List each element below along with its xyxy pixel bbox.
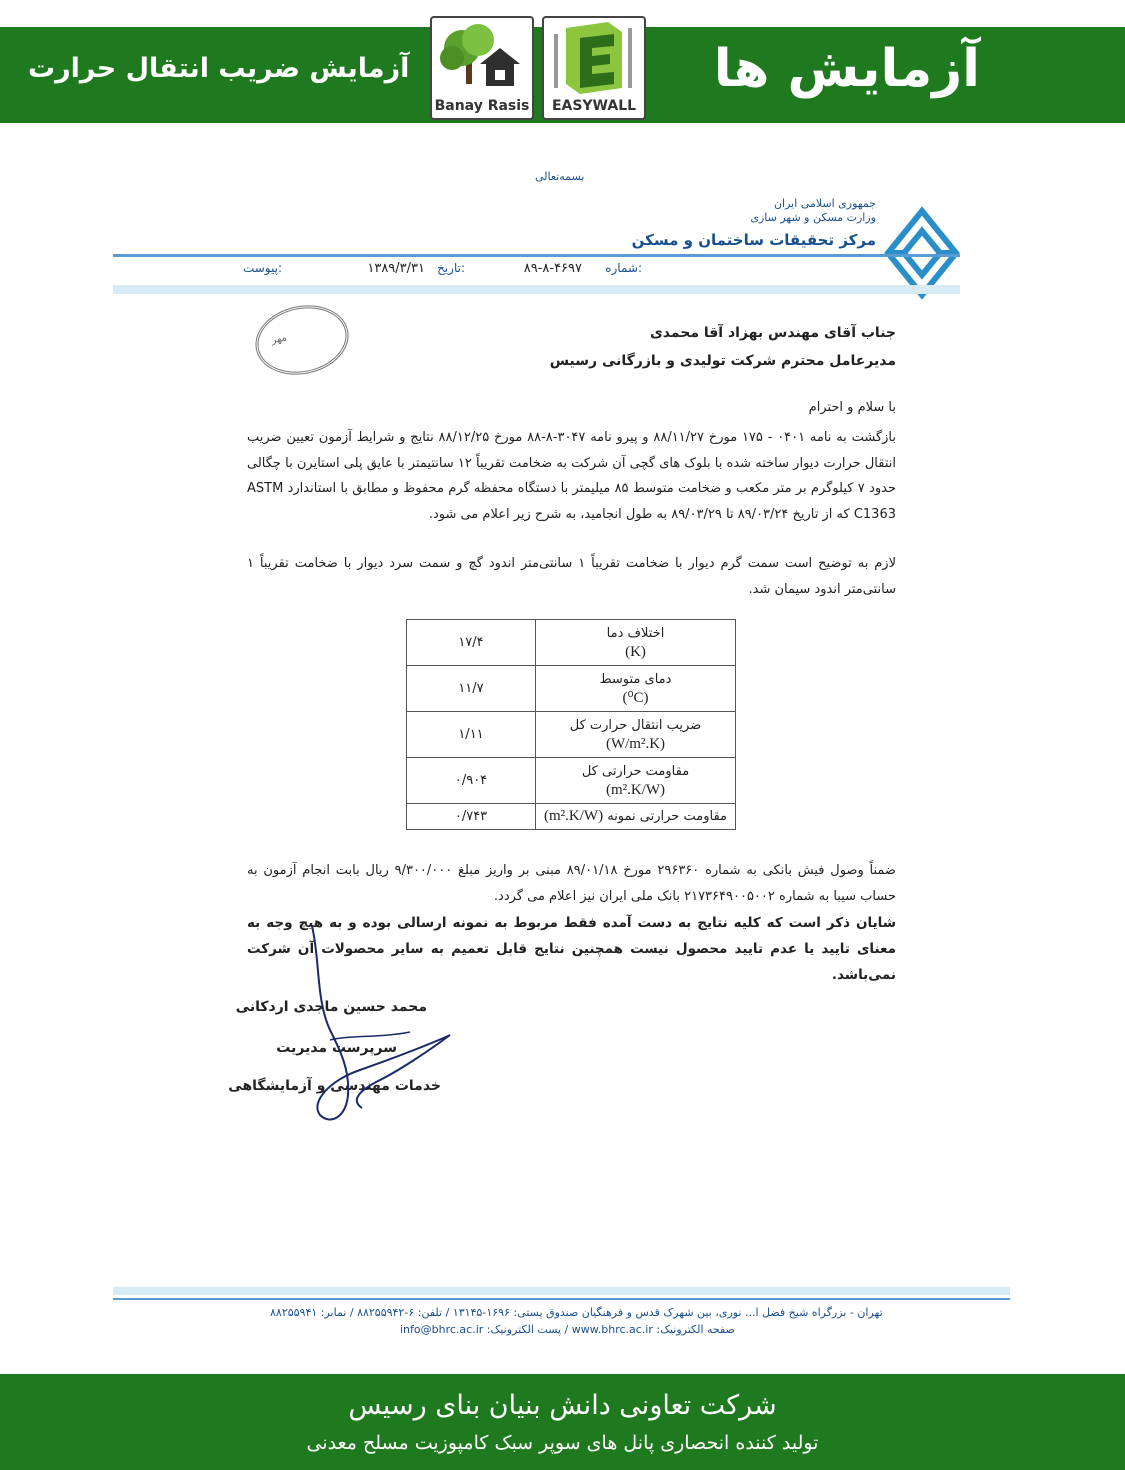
param-name: مقاومت حرارتی کل [581, 763, 690, 779]
param-unit: (⁰C) [622, 689, 649, 706]
easywall-label: EASYWALL [551, 98, 637, 114]
ministry-block [750, 197, 876, 225]
seal-text: مهر [270, 332, 288, 347]
table-row [407, 666, 736, 712]
banner-title: آزمایش ها [713, 39, 980, 99]
param-name: مقاومت حرارتی نمونه [607, 809, 727, 824]
number-label: شماره: [605, 261, 642, 275]
ministry-line-1: جمهوری اسلامی ایران [773, 197, 876, 210]
body-paragraph-2: لازم به توضیح است سمت گرم دیوار با ضخامت تقریباً ۱ سانتی‌متر اندود گچ و سمت سرد دیوار با ضخامت تقریباً ۱ سانتی‌متر اندود سیمان شد. [247, 556, 896, 597]
greeting: با سلام و احترام [808, 400, 896, 415]
signatory-name: محمد حسین ماجدی اردکانی [235, 999, 427, 1015]
table-row [407, 712, 736, 758]
banner-subtitle: آزمایش ضریب انتقال حرارت [28, 53, 410, 84]
footer-address: تهران - بزرگراه شیخ فضل ا... نوری، بین شهرک قدس و فرهنگیان صندوق پستی: ۱۶۹۶-۱۳۱۴۵ / تلفن: ۶-۸۸۲۵۵۹۴۲ / نمابر: ۸۸۲۵۵۹۴۱ [270, 1306, 883, 1319]
number-value: ۸۹-۸-۴۶۹۷ [523, 261, 582, 276]
table-row [407, 758, 736, 804]
result-parameter [536, 712, 736, 758]
signatory-department: خدمات مهندسی و آزمایشگاهی [228, 1078, 441, 1094]
bismillah: بسمه‌تعالی [535, 170, 585, 183]
result-value: ۰/۷۴۳ [407, 804, 536, 830]
bottom-banner [0, 1374, 1125, 1470]
footer-band [113, 1287, 1010, 1295]
result-parameter [536, 620, 736, 666]
payment-paragraph: ضمناً وصول فیش بانکی به شماره ۲۹۶۳۶۰ مورخ ۸۹/۰۱/۱۸ مبنی بر واریز مبلغ ۹/۳۰۰/۰۰۰ ریال بابت انجام آزمون به حساب سیبا به شماره ۲۱۷۳۶۴۹۰۰۵۰۰۲ بانک ملی ایران نیز اعلام می گردد. [247, 863, 896, 904]
company-name: شرکت تعاونی دانش بنیان بنای رسیس [348, 1390, 777, 1421]
banay-rasis-logo [430, 16, 534, 120]
param-name: ضریب انتقال حرارت کل [569, 717, 702, 733]
letter-meta-row [113, 261, 960, 281]
result-value: ۱۱/۷ [407, 666, 536, 712]
easywall-logo [542, 16, 646, 120]
easywall-e-icon [544, 18, 644, 98]
signatory-title: سرپرست مدیریت [276, 1040, 397, 1056]
ministry-line-2: وزارت مسکن و شهر سازی [750, 211, 876, 224]
result-value: ۰/۹۰۴ [407, 758, 536, 804]
banay-rasis-label: Banay Rasis [434, 98, 530, 114]
footer-rule [113, 1298, 1010, 1300]
result-parameter [536, 758, 736, 804]
table-row [407, 620, 736, 666]
result-value: ۱۷/۴ [407, 620, 536, 666]
body-paragraph-1: بازگشت به نامه ۰۴۰۱ - ۱۷۵ مورخ ۸۸/۱۱/۲۷ و پیرو نامه ۳۰۴۷-۸-۸۸ مورخ ۸۸/۱۲/۲۵ نتایج و شرایط آزمون تعیین ضریب انتقال حرارت دیوار ساخته شده با بلوک های گچی آن شرکت به ضخامت تقریباً ۱۲ سانتیمتر با عایق پلی استایرن با چگالی حدود ۷ کیلوگرم بر متر مکعب و ضخامت متوسط ۸۵ میلیمتر با دستگاه محفظه گرم محفوظ و مطابق با استاندارد ASTM C1363 که از تاریخ ۸۹/۰۳/۲۴ تا ۸۹/۰۳/۲۹ به طول انجامید، به شرح زیر اعلام می شود. [247, 430, 897, 522]
param-unit: (W/m².K) [605, 735, 666, 752]
date-value: ۱۳۸۹/۳/۳۱ [367, 261, 425, 276]
stamp-seal [249, 297, 355, 383]
handwritten-signature [290, 920, 460, 1130]
table-row [407, 804, 736, 830]
param-unit: (m².K/W) [544, 808, 604, 824]
param-name: دمای متوسط [599, 671, 672, 687]
result-parameter [536, 804, 736, 830]
result-value: ۱/۱۱ [407, 712, 536, 758]
recipient-line-1: جناب آقای مهندس بهزاد آقا محمدی [649, 325, 896, 341]
letterhead-rule [113, 254, 960, 257]
recipient-line-2: مدیرعامل محترم شرکت تولیدی و بازرگانی رسیس [549, 353, 896, 369]
center-name: مرکز تحقیقات ساختمان و مسکن [631, 231, 876, 249]
result-parameter [536, 666, 736, 712]
results-table [406, 619, 736, 830]
letterhead-band [113, 285, 960, 294]
param-unit: (K) [625, 643, 646, 660]
disclaimer-paragraph: شایان ذکر است که کلیه نتایج به دست آمده فقط مربوط به نمونه ارسالی بوده و به هیچ وجه به معنای تایید یا عدم تایید محصول نیست همچنین نتایج قابل تعمیم به سایر محصولات آن شرکت نمی‌باشد. [247, 915, 896, 983]
param-name: اختلاف دما [606, 625, 665, 641]
footer-web-email: صفحه الکترونیک: www.bhrc.ac.ir / پست الکترونیک: info@bhrc.ac.ir [400, 1323, 735, 1336]
attachment-label: پیوست: [242, 261, 282, 275]
param-unit: (m².K/W) [605, 781, 666, 798]
date-label: تاریخ: [437, 261, 465, 275]
company-tagline: تولید کننده انحصاری پانل های سوپر سبک کامپوزیت مسلح معدنی [306, 1432, 819, 1454]
tree-house-icon [432, 18, 532, 98]
